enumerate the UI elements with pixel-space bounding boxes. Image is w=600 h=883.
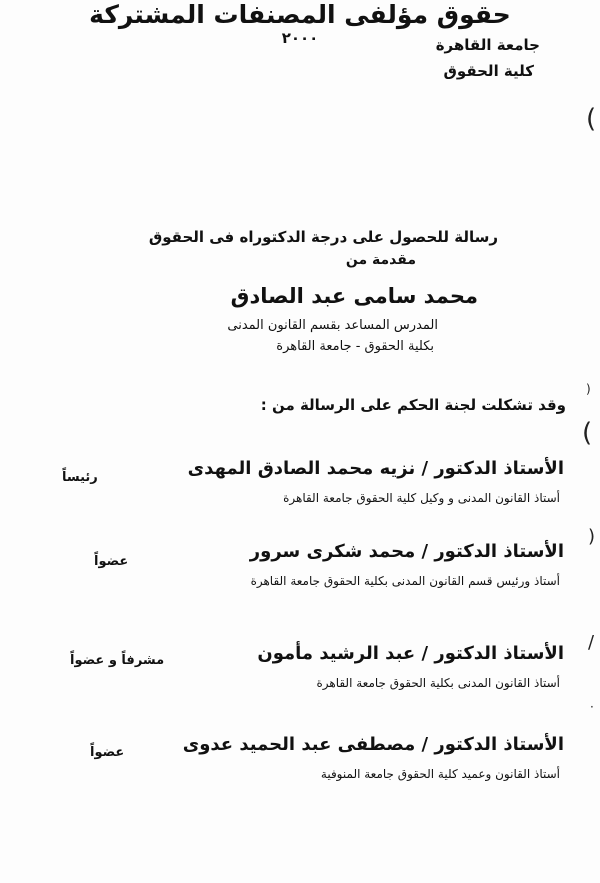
member-name: الأستاذ الدكتور / نزيه محمد الصادق المهدى — [187, 458, 564, 479]
thesis-year: ٢٠٠٠ — [281, 29, 319, 47]
member-name: الأستاذ الدكتور / عبد الرشيد مأمون — [257, 643, 564, 664]
author-position: المدرس المساعد بقسم القانون المدنى — [227, 318, 438, 333]
member-role: عضواً — [94, 554, 129, 569]
member-role: رئيساً — [62, 470, 98, 485]
scan-edge-mark: / — [588, 632, 595, 653]
university-name: جامعة القاهرة — [435, 36, 540, 54]
faculty-name: كلية الحقوق — [443, 62, 534, 80]
author-name: محمد سامى عبد الصادق — [230, 284, 478, 308]
member-description: أستاذ ورئيس قسم القانون المدنى بكلية الحقوق جامعة القاهرة — [250, 574, 560, 588]
scan-edge-mark: ) — [588, 526, 596, 547]
member-description: أستاذ القانون وعميد كلية الحقوق جامعة المنوفية — [320, 767, 560, 781]
presented-by-label: مقدمة من — [345, 252, 416, 268]
author-affiliation: بكلية الحقوق - جامعة القاهرة — [276, 339, 434, 354]
member-description: أستاذ القانون المدنى بكلية الحقوق جامعة القاهرة — [316, 676, 560, 690]
scan-edge-mark: ( — [586, 104, 597, 134]
member-role: عضواً — [90, 745, 125, 760]
committee-intro: وقد تشكلت لجنة الحكم على الرسالة من : — [260, 396, 566, 414]
member-name: الأستاذ الدكتور / محمد شكرى سرور — [249, 541, 564, 562]
scan-edge-mark: · — [590, 700, 594, 714]
scan-edge-mark: ( — [582, 418, 593, 448]
member-role: مشرفاً و عضواً — [70, 653, 165, 668]
member-description: أستاذ القانون المدنى و وكيل كلية الحقوق جامعة القاهرة — [283, 491, 560, 505]
member-name: الأستاذ الدكتور / مصطفى عبد الحميد عدوى — [182, 734, 564, 755]
thesis-title: حقوق مؤلفى المصنفات المشتركة — [89, 0, 511, 29]
thesis-subtitle: رسالة للحصول على درجة الدكتوراه فى الحقوق — [148, 228, 498, 246]
scan-edge-mark: ) — [586, 382, 591, 396]
